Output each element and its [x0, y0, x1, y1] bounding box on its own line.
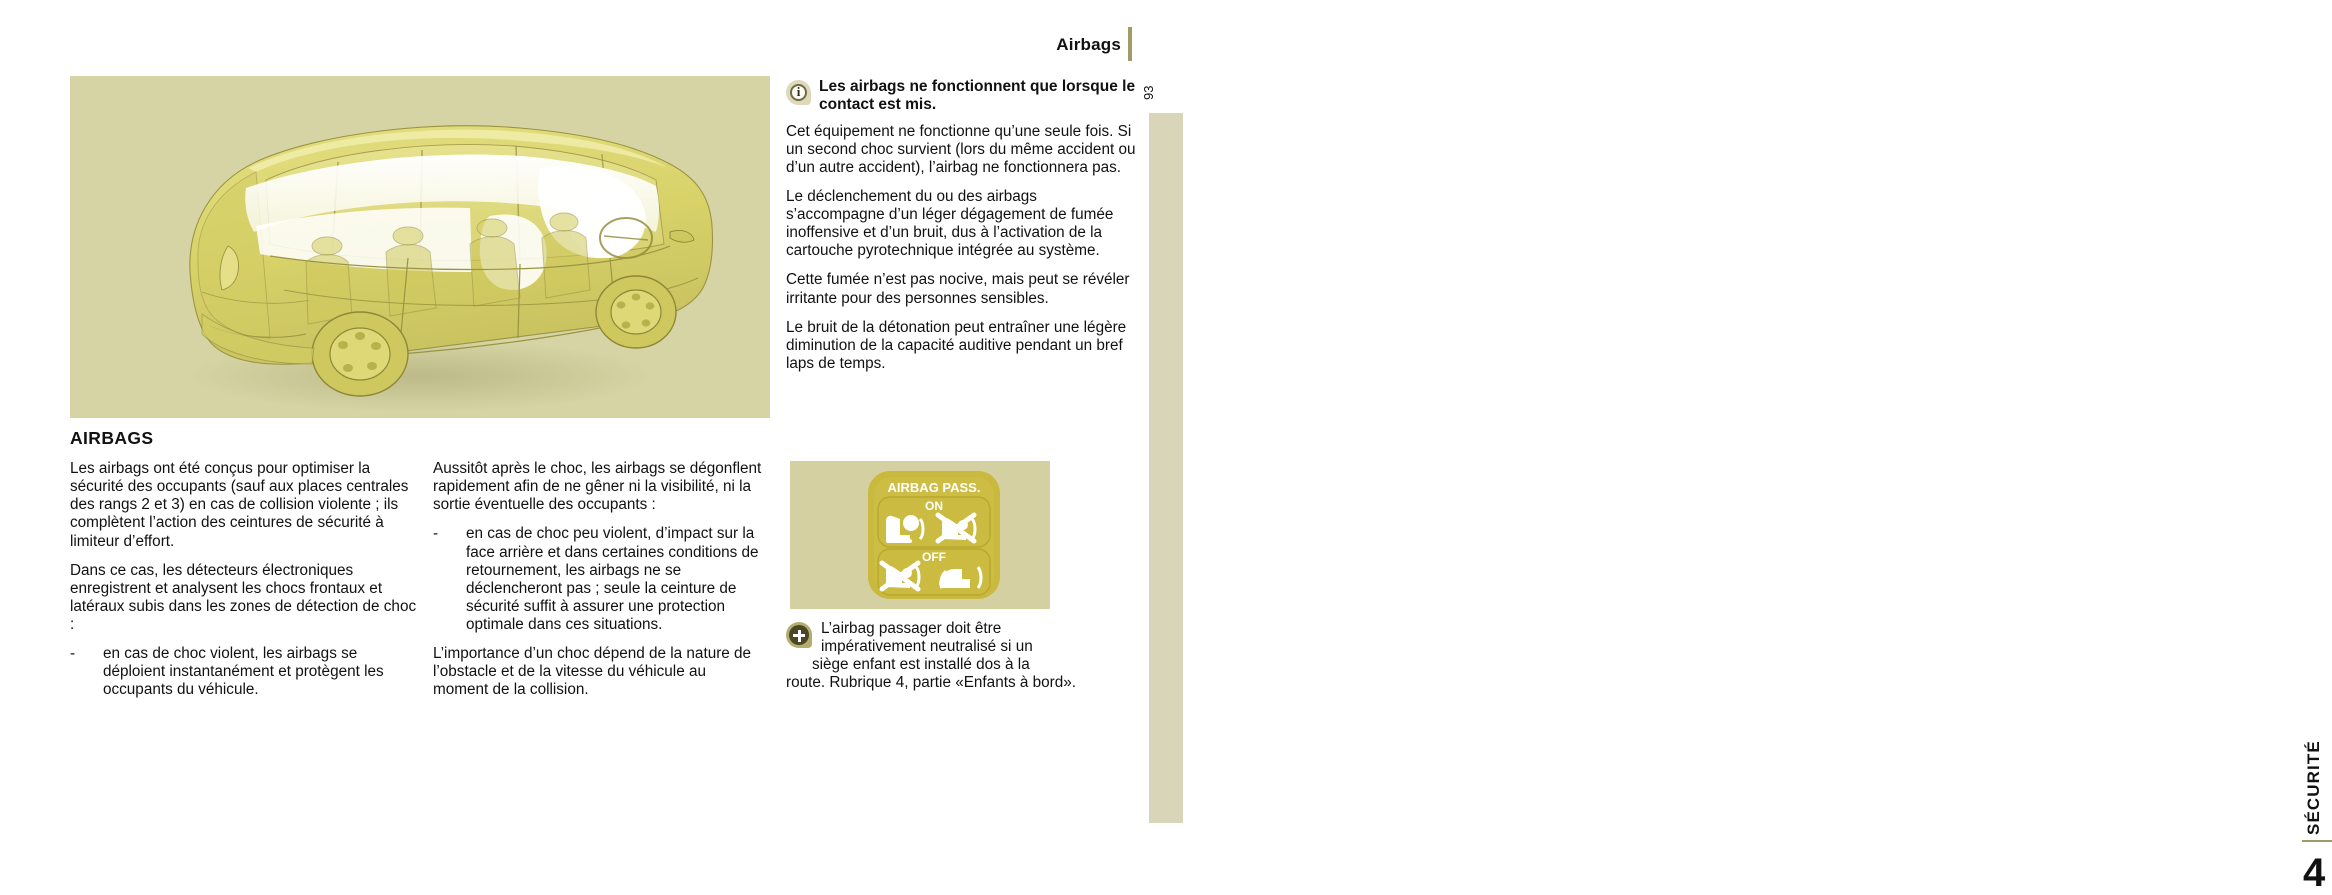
- left-paragraph-2: Dans ce cas, les détecteurs électroniques enregistrent et analysent les chocs frontaux et latéraux subis dans les zones de détection de choc :: [70, 561, 417, 633]
- page-number: 93: [1141, 85, 1156, 100]
- info-callout: [786, 78, 1138, 373]
- plus-callout-line-1: L’airbag passager doit être: [821, 620, 1002, 637]
- info-callout-paragraph-1: Cet équipement ne fonctionne qu’une seule fois. Si un second choc survient (lors du même accident ou d’un autre accident), l’airbag ne fonctionnera pas.: [786, 122, 1136, 176]
- plus-callout-line-3: siège enfant est installé dos à la: [812, 656, 1030, 674]
- vehicle-illustration-svg: [70, 76, 770, 418]
- info-callout-paragraph-3: Cette fumée n’est pas nocive, mais peut se révéler irritante pour des personnes sensibles.: [786, 271, 1130, 307]
- airbag-pass-off-label: OFF: [922, 550, 946, 564]
- bullet-text: en cas de choc violent, les airbags se déploient instantanément et protègent les occupants du véhicule.: [103, 645, 384, 699]
- bullet-marker: -: [70, 645, 76, 663]
- page-header: [0, 30, 1135, 60]
- section-tab-divider: [2302, 840, 2332, 842]
- plus-callout-line-2: impérativement neutralisé si un: [821, 638, 1033, 656]
- section-tab: [1149, 113, 2326, 895]
- mid-closing-paragraph: L’importance d’un choc dépend de la nature de l’obstacle et de la vitesse du véhicule au moment de la collision.: [433, 645, 752, 699]
- plus-icon: [786, 622, 812, 648]
- info-callout-heading-row: [786, 78, 1138, 115]
- mid-bullet-1: [433, 525, 763, 634]
- info-callout-heading: Les airbags ne fonctionnent que lorsque le contact est mis.: [819, 78, 1136, 114]
- body-column-middle: [433, 460, 763, 700]
- airbag-pass-title: AIRBAG PASS.: [887, 480, 981, 495]
- vehicle-airbag-illustration: [70, 76, 770, 418]
- plus-callout-line-rest: route. Rubrique 4, partie «Enfants à bord».: [786, 674, 1076, 692]
- section-tab-label: SÉCURITÉ: [2304, 740, 2323, 835]
- plus-callout: [786, 620, 1138, 693]
- left-paragraph-1: Les airbags ont été conçus pour optimiser la sécurité des occupants (sauf aux places centrales des rangs 2 et 3) en cas de collision violente ; ils complètent l’action des ceintures de sécurité à limiteur d’effort.: [70, 460, 409, 550]
- airbag-pass-on-label: ON: [925, 499, 943, 513]
- chapter-number: 4: [2303, 851, 2326, 895]
- info-callout-paragraph-2: Le déclenchement du ou des airbags s’accompagne d’un léger dégagement de fumée inoffensive et d’un bruit, dus à l’activation de la cartouche pyrotechnique intégrée au système.: [786, 187, 1114, 260]
- bullet-marker: -: [433, 525, 439, 543]
- section-title: AIRBAGS: [70, 428, 154, 448]
- info-callout-paragraph-4: Le bruit de la détonation peut entraîner une légère diminution de la capacité auditive pendant un bref laps de temps.: [786, 318, 1127, 372]
- airbag-pass-svg: [790, 461, 1050, 609]
- header-accent-rule: [1128, 27, 1132, 61]
- mid-intro-paragraph: Aussitôt après le choc, les airbags se dégonflent rapidement afin de ne gêner ni la visibilité, ni la sortie éventuelle des occupants :: [433, 460, 762, 514]
- bullet-text: en cas de choc peu violent, d’impact sur la face arrière et dans certaines conditions de retournement, les airbags ne se déclencheront pas ; seule la ceinture de sécurité suffit à assurer une protection optimale dans ces situations.: [466, 525, 759, 633]
- body-column-left: [70, 460, 420, 711]
- plus-callout-text: [786, 620, 1138, 693]
- info-icon: i: [786, 80, 811, 105]
- page-title: Airbags: [1056, 35, 1121, 54]
- airbag-pass-label-image: [790, 461, 1050, 609]
- left-bullet-1: [70, 645, 420, 699]
